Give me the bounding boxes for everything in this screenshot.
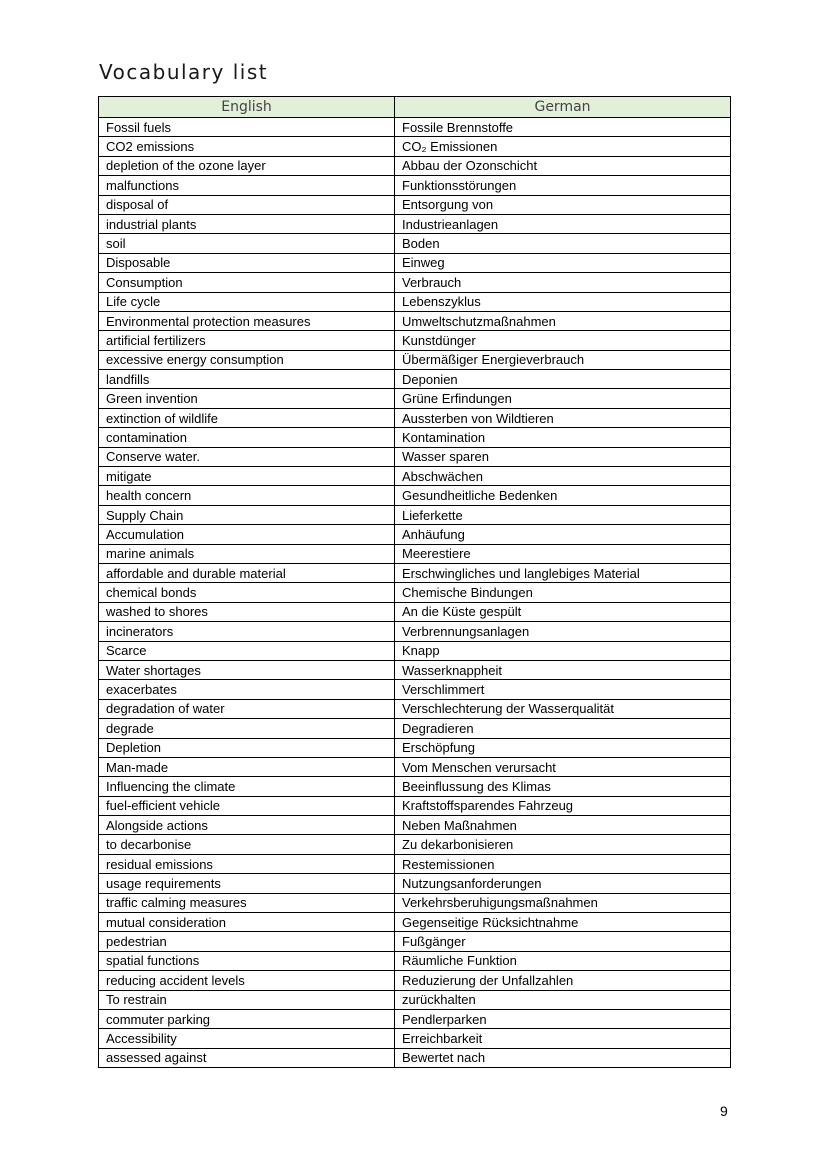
- table-row: [99, 350, 731, 369]
- column-header-english: English: [99, 97, 395, 118]
- table-row: [99, 932, 731, 951]
- german-term: Zu dekarbonisieren: [395, 835, 731, 854]
- english-term: health concern: [99, 486, 395, 505]
- german-term: Erschwingliches und langlebiges Material: [395, 563, 731, 582]
- german-term: Abbau der Ozonschicht: [395, 156, 731, 175]
- table-row: [99, 971, 731, 990]
- english-term: fuel-efficient vehicle: [99, 796, 395, 815]
- english-term: Alongside actions: [99, 816, 395, 835]
- table-row: [99, 370, 731, 389]
- english-term: To restrain: [99, 990, 395, 1009]
- table-row: [99, 389, 731, 408]
- table-row: [99, 583, 731, 602]
- german-term: Pendlerparken: [395, 1009, 731, 1028]
- german-term: Verkehrsberuhigungsmaßnahmen: [395, 893, 731, 912]
- english-term: incinerators: [99, 622, 395, 641]
- english-term: mutual consideration: [99, 913, 395, 932]
- german-term: Reduzierung der Unfallzahlen: [395, 971, 731, 990]
- german-term: Räumliche Funktion: [395, 951, 731, 970]
- table-header-row: [99, 97, 731, 118]
- table-row: [99, 408, 731, 427]
- table-row: [99, 118, 731, 137]
- table-row: [99, 544, 731, 563]
- german-term: Beeinflussung des Klimas: [395, 777, 731, 796]
- german-term: Knapp: [395, 641, 731, 660]
- table-row: [99, 486, 731, 505]
- german-term: Restemissionen: [395, 854, 731, 873]
- english-term: malfunctions: [99, 176, 395, 195]
- german-term: Deponien: [395, 370, 731, 389]
- table-row: [99, 195, 731, 214]
- german-term: Meerestiere: [395, 544, 731, 563]
- table-row: [99, 525, 731, 544]
- german-term: Funktionsstörungen: [395, 176, 731, 195]
- english-term: contamination: [99, 428, 395, 447]
- english-term: residual emissions: [99, 854, 395, 873]
- english-term: spatial functions: [99, 951, 395, 970]
- table-row: [99, 660, 731, 679]
- english-term: usage requirements: [99, 874, 395, 893]
- table-row: [99, 641, 731, 660]
- german-term: Chemische Bindungen: [395, 583, 731, 602]
- german-term: Kraftstoffsparendes Fahrzeug: [395, 796, 731, 815]
- table-row: [99, 602, 731, 621]
- table-row: [99, 311, 731, 330]
- english-term: Depletion: [99, 738, 395, 757]
- english-term: disposal of: [99, 195, 395, 214]
- german-term: Kontamination: [395, 428, 731, 447]
- table-row: [99, 1009, 731, 1028]
- table-row: [99, 447, 731, 466]
- english-term: Accessibility: [99, 1029, 395, 1048]
- english-term: Conserve water.: [99, 447, 395, 466]
- english-term: assessed against: [99, 1048, 395, 1067]
- table-row: [99, 622, 731, 641]
- german-term: Lebenszyklus: [395, 292, 731, 311]
- page-number: 9: [720, 1103, 728, 1119]
- english-term: Environmental protection measures: [99, 311, 395, 330]
- german-term: Übermäßiger Energieverbrauch: [395, 350, 731, 369]
- german-term: CO₂ Emissionen: [395, 137, 731, 156]
- english-term: washed to shores: [99, 602, 395, 621]
- table-row: [99, 816, 731, 835]
- table-row: [99, 777, 731, 796]
- english-term: Scarce: [99, 641, 395, 660]
- english-term: Water shortages: [99, 660, 395, 679]
- table-body: [99, 118, 731, 1068]
- german-term: Gegenseitige Rücksichtnahme: [395, 913, 731, 932]
- english-term: traffic calming measures: [99, 893, 395, 912]
- english-term: industrial plants: [99, 214, 395, 233]
- table-row: [99, 234, 731, 253]
- english-term: chemical bonds: [99, 583, 395, 602]
- english-term: Fossil fuels: [99, 118, 395, 137]
- table-row: [99, 176, 731, 195]
- table-row: [99, 563, 731, 582]
- english-term: landfills: [99, 370, 395, 389]
- column-header-german: German: [395, 97, 731, 118]
- table-row: [99, 738, 731, 757]
- german-term: Neben Maßnahmen: [395, 816, 731, 835]
- english-term: depletion of the ozone layer: [99, 156, 395, 175]
- english-term: pedestrian: [99, 932, 395, 951]
- english-term: reducing accident levels: [99, 971, 395, 990]
- english-term: soil: [99, 234, 395, 253]
- german-term: Wasser sparen: [395, 447, 731, 466]
- german-term: Verschlimmert: [395, 680, 731, 699]
- german-term: Fußgänger: [395, 932, 731, 951]
- english-term: artificial fertilizers: [99, 331, 395, 350]
- german-term: Degradieren: [395, 719, 731, 738]
- german-term: Anhäufung: [395, 525, 731, 544]
- table-row: [99, 699, 731, 718]
- english-term: excessive energy consumption: [99, 350, 395, 369]
- table-row: [99, 505, 731, 524]
- german-term: Wasserknappheit: [395, 660, 731, 679]
- table-row: [99, 428, 731, 447]
- english-term: CO2 emissions: [99, 137, 395, 156]
- german-term: Gesundheitliche Bedenken: [395, 486, 731, 505]
- english-term: degradation of water: [99, 699, 395, 718]
- german-term: Nutzungsanforderungen: [395, 874, 731, 893]
- table-row: [99, 990, 731, 1009]
- english-term: Man-made: [99, 757, 395, 776]
- german-term: Lieferkette: [395, 505, 731, 524]
- english-term: Accumulation: [99, 525, 395, 544]
- table-row: [99, 854, 731, 873]
- table-row: [99, 913, 731, 932]
- table-row: [99, 796, 731, 815]
- page-title: Vocabulary list: [99, 60, 269, 84]
- english-term: Life cycle: [99, 292, 395, 311]
- table-row: [99, 1048, 731, 1067]
- english-term: mitigate: [99, 467, 395, 486]
- english-term: to decarbonise: [99, 835, 395, 854]
- german-term: Verbrauch: [395, 273, 731, 292]
- table-row: [99, 214, 731, 233]
- german-term: Vom Menschen verursacht: [395, 757, 731, 776]
- german-term: Erreichbarkeit: [395, 1029, 731, 1048]
- german-term: Erschöpfung: [395, 738, 731, 757]
- table-row: [99, 156, 731, 175]
- german-term: Verbrennungsanlagen: [395, 622, 731, 641]
- table-row: [99, 137, 731, 156]
- german-term: Umweltschutzmaßnahmen: [395, 311, 731, 330]
- english-term: Consumption: [99, 273, 395, 292]
- english-term: extinction of wildlife: [99, 408, 395, 427]
- table-row: [99, 292, 731, 311]
- german-term: Verschlechterung der Wasserqualität: [395, 699, 731, 718]
- german-term: Industrieanlagen: [395, 214, 731, 233]
- german-term: Grüne Erfindungen: [395, 389, 731, 408]
- english-term: Supply Chain: [99, 505, 395, 524]
- german-term: An die Küste gespült: [395, 602, 731, 621]
- vocabulary-table: [98, 96, 731, 1068]
- german-term: Kunstdünger: [395, 331, 731, 350]
- english-term: Influencing the climate: [99, 777, 395, 796]
- german-term: Fossile Brennstoffe: [395, 118, 731, 137]
- english-term: Disposable: [99, 253, 395, 272]
- german-term: Aussterben von Wildtieren: [395, 408, 731, 427]
- table-row: [99, 253, 731, 272]
- german-term: Entsorgung von: [395, 195, 731, 214]
- english-term: degrade: [99, 719, 395, 738]
- table-row: [99, 893, 731, 912]
- english-term: commuter parking: [99, 1009, 395, 1028]
- english-term: Green invention: [99, 389, 395, 408]
- german-term: Boden: [395, 234, 731, 253]
- german-term: zurückhalten: [395, 990, 731, 1009]
- table-row: [99, 331, 731, 350]
- table-row: [99, 1029, 731, 1048]
- english-term: exacerbates: [99, 680, 395, 699]
- table-row: [99, 951, 731, 970]
- german-term: Abschwächen: [395, 467, 731, 486]
- english-term: affordable and durable material: [99, 563, 395, 582]
- german-term: Bewertet nach: [395, 1048, 731, 1067]
- table-row: [99, 835, 731, 854]
- table-row: [99, 757, 731, 776]
- table-row: [99, 467, 731, 486]
- english-term: marine animals: [99, 544, 395, 563]
- german-term: Einweg: [395, 253, 731, 272]
- table-row: [99, 273, 731, 292]
- table-row: [99, 719, 731, 738]
- table-row: [99, 874, 731, 893]
- table-row: [99, 680, 731, 699]
